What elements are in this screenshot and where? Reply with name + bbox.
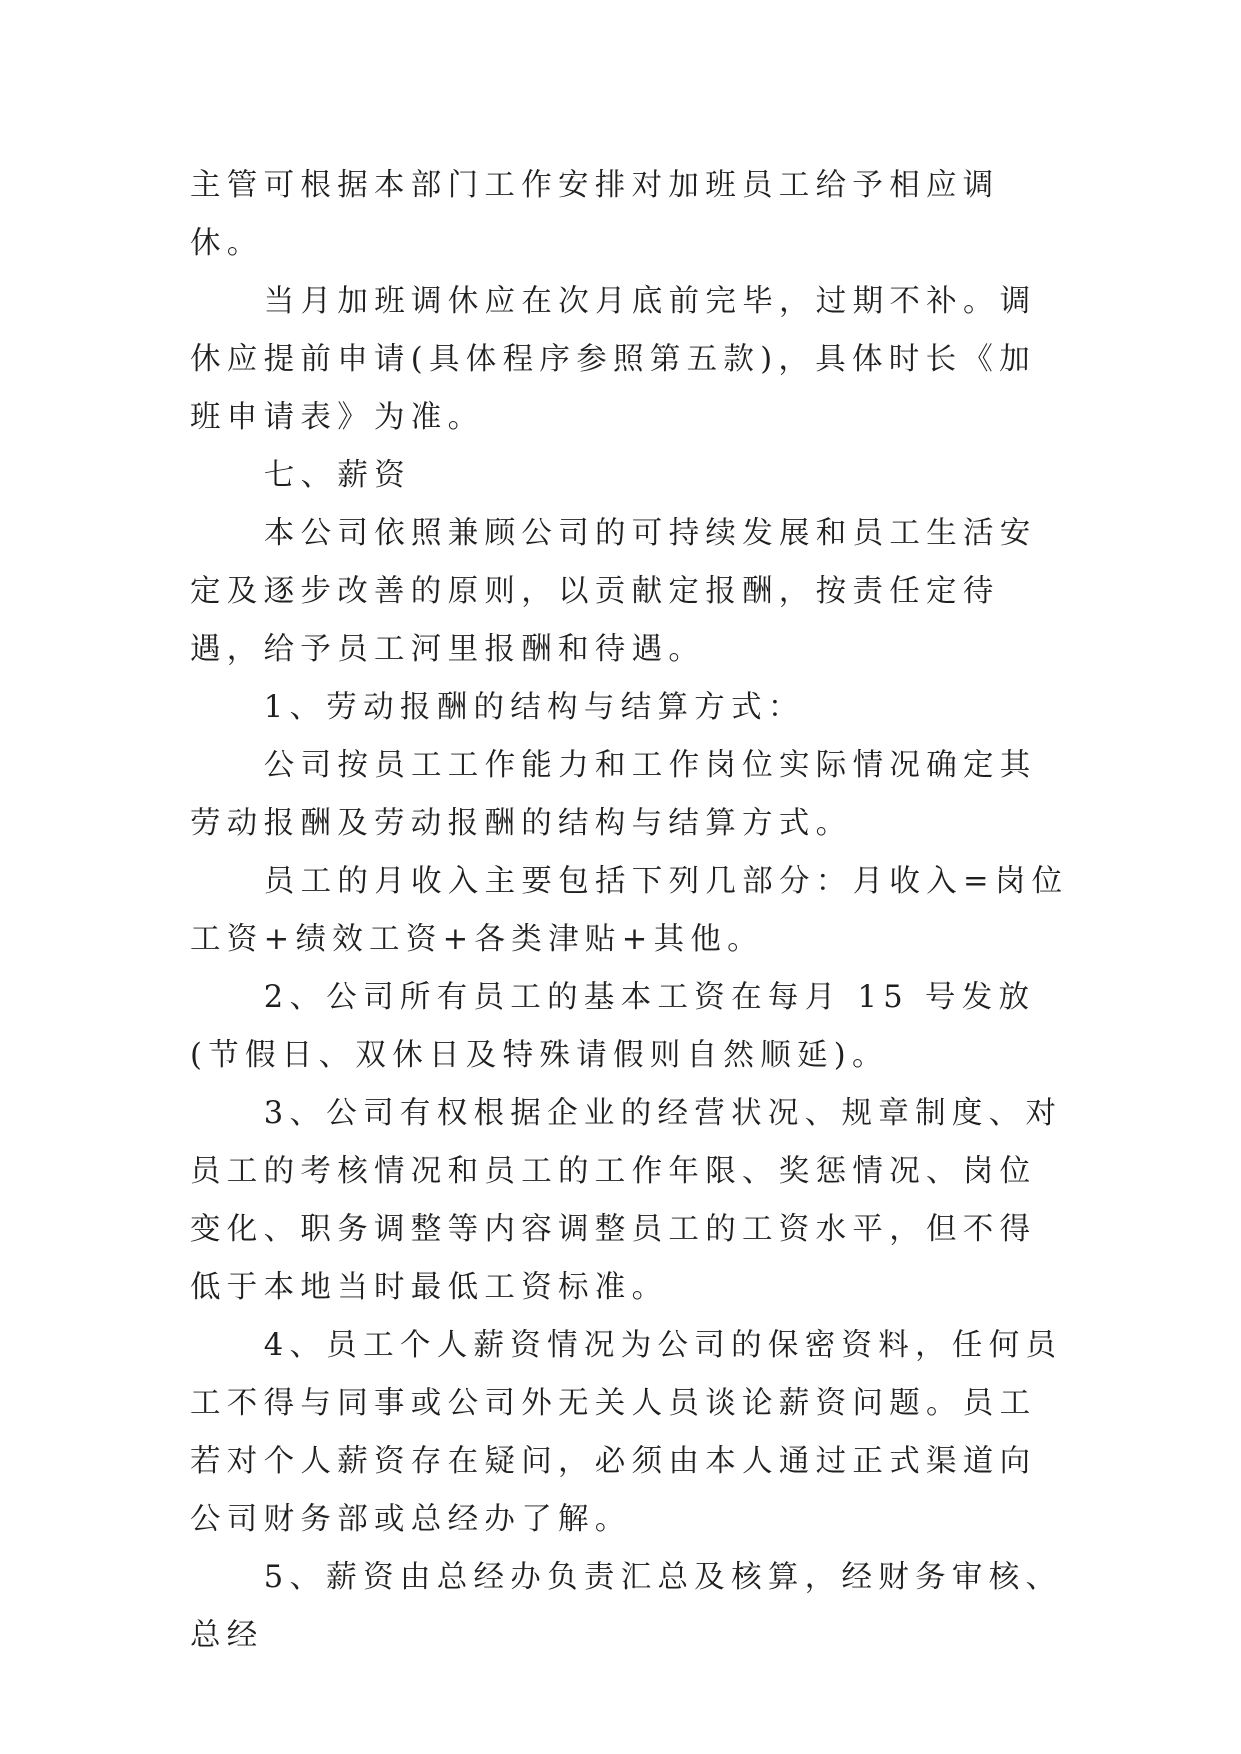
paragraph-item-1-body: 公司按员工工作能力和工作岗位实际情况确定其劳动报酬及劳动报酬的结构与结算方式。 <box>190 748 1037 841</box>
paragraph-item-1-title: 1、劳动报酬的结构与结算方式： <box>263 690 805 725</box>
paragraph-item-4: 4、员工个人薪资情况为公司的保密资料，任何员工不得与同事或公司外无关人员谈论薪资问题。员工若对个人薪资存在疑问，必须由本人通过正式渠道向公司财务部或总经办了解。 <box>190 1328 1063 1537</box>
paragraph-comp-leave: 主管可根据本部门工作安排对加班员工给予相应调休。 <box>190 168 1000 261</box>
paragraph-comp-leave-deadline: 当月加班调休应在次月底前完毕，过期不补。调休应提前申请(具体程序参照第五款)，具体时长《加班申请表》为准。 <box>190 284 1037 435</box>
document-body <box>190 157 1070 1665</box>
paragraph-item-5: 5、薪资由总经办负责汇总及核算，经财务审核、总经 <box>190 1560 1063 1653</box>
paragraph-item-2: 2、公司所有员工的基本工资在每月 15 号发放(节假日、双休日及特殊请假则自然顺延)。 <box>190 980 1036 1073</box>
paragraph-salary-principle: 本公司依照兼顾公司的可持续发展和员工生活安定及逐步改善的原则，以贡献定报酬，按责任定待遇，给予员工河里报酬和待遇。 <box>190 516 1037 667</box>
paragraph-monthly-income: 员工的月收入主要包括下列几部分：月收入=岗位工资+绩效工资+各类津贴+其他。 <box>190 864 1069 957</box>
paragraph-item-3: 3、公司有权根据企业的经营状况、规章制度、对员工的考核情况和员工的工作年限、奖惩情况、岗位变化、职务调整等内容调整员工的工资水平，但不得低于本地当时最低工资标准。 <box>190 1096 1063 1305</box>
section-heading-salary: 七、薪资 <box>263 458 411 493</box>
